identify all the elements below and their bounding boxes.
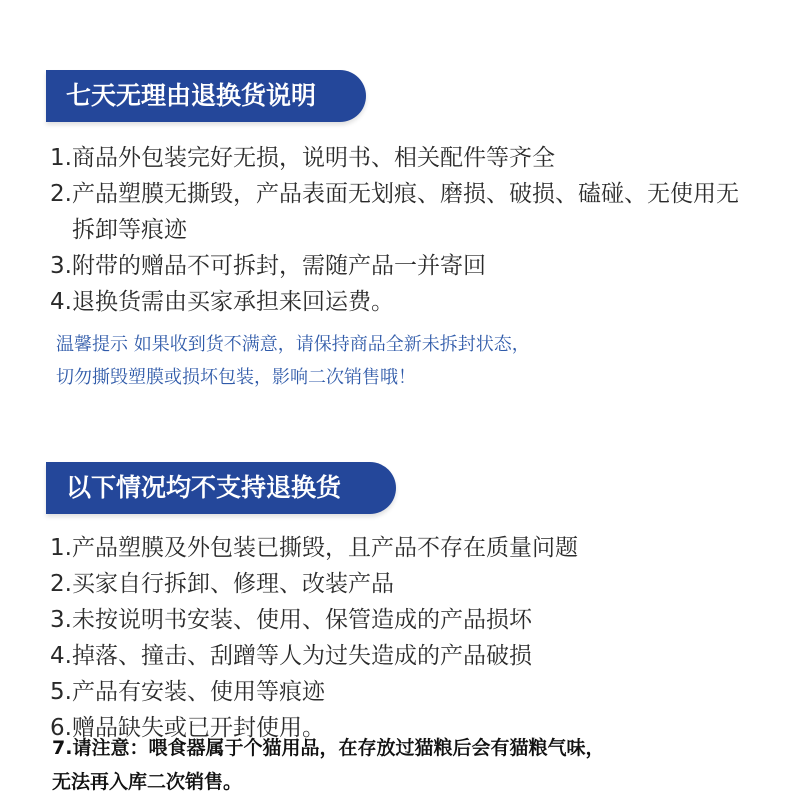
list-item: 1.商品外包装完好无损，说明书、相关配件等齐全: [50, 145, 555, 171]
list-item: 1.产品塑膜及外包装已撕毁，且产品不存在质量问题: [50, 535, 578, 561]
list-item: 3.未按说明书安装、使用、保管造成的产品损坏: [50, 607, 532, 633]
list-item: 4.退换货需由买家承担来回运费。: [50, 289, 394, 315]
non-returnable-list: [50, 530, 578, 746]
attention-note: [52, 731, 604, 799]
section-header-no-return: 以下情况均不支持退换货: [46, 462, 396, 514]
warm-tip: [56, 328, 530, 394]
tip-line: 温馨提示 如果收到货不满意，请保持商品全新未拆封状态，: [56, 334, 530, 355]
list-item: 6.赠品缺失或已开封使用。: [50, 715, 325, 741]
list-item-continuation: 拆卸等痕迹: [72, 217, 187, 243]
section-header-return-policy: 七天无理由退换货说明: [46, 70, 366, 122]
list-item: 4.掉落、撞击、刮蹭等人为过失造成的产品破损: [50, 643, 532, 669]
note-line: 无法再入库二次销售。: [52, 771, 243, 793]
tip-line: 切勿撕毁塑膜或损坏包装，影响二次销售哦！: [56, 367, 416, 388]
list-item: 2.买家自行拆卸、修理、改装产品: [50, 571, 394, 597]
note-line: 7.请注意：喂食器属于个猫用品，在存放过猫粮后会有猫粮气味，: [52, 737, 605, 759]
return-conditions-list: [50, 140, 739, 320]
list-item: 5.产品有安装、使用等痕迹: [50, 679, 325, 705]
list-item: 3.附带的赠品不可拆封，需随产品一并寄回: [50, 253, 486, 279]
list-item: 2.产品塑膜无撕毁，产品表面无划痕、磨损、破损、磕碰、无使用无: [50, 181, 739, 207]
